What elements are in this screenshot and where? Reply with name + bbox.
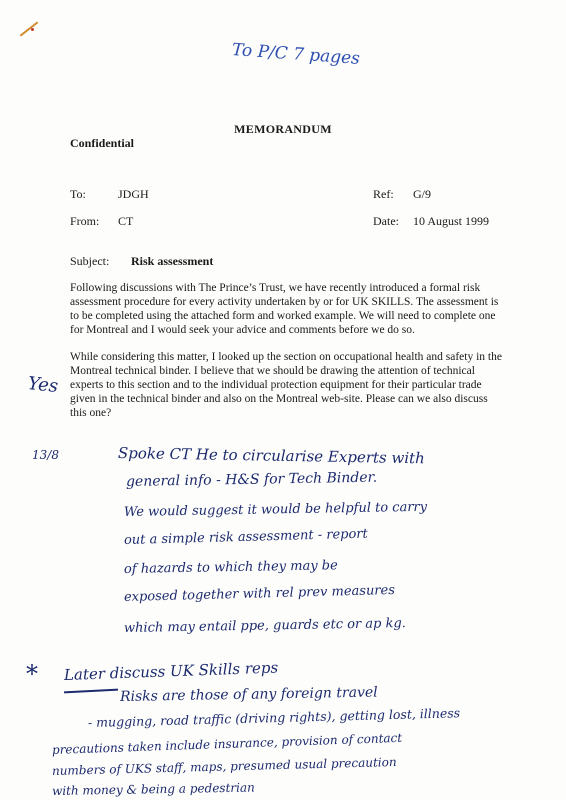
ref-value: G/9	[413, 187, 431, 201]
paragraph-line: Following discussions with The Prince’s Trust, we have recently introduced a formal risk	[70, 282, 481, 294]
subject-value: Risk assessment	[131, 254, 214, 268]
paragraph-line: assessment procedure for every activity undertaken by or for UK SKILLS. The assessment is	[70, 296, 499, 308]
handwritten-line: which may entail ppe, guards etc or ap kg.	[123, 616, 407, 636]
margin-mark-stroke	[20, 21, 39, 36]
margin-mark-dot	[31, 28, 34, 31]
handwritten-line: exposed together with rel prev measures	[123, 582, 396, 605]
paragraph-line: experts to this section and to the individual protection equipment for their particular trade	[70, 379, 482, 391]
date-value: 10 August 1999	[413, 214, 490, 228]
handwritten-line: Spoke CT He to circularise Experts with	[117, 444, 425, 468]
handwritten-line: general info - H&S for Tech Binder.	[125, 469, 378, 490]
from-value: CT	[118, 214, 134, 228]
paragraph-line: Montreal technical binder. I believe that we should be drawing the attention of technical	[70, 365, 475, 377]
paragraph-line: for Montreal and I would seek your advice and comments before we do so.	[70, 324, 415, 336]
handwritten-top-note: To P/C 7 pages	[231, 40, 361, 69]
to-value: JDGH	[118, 187, 149, 201]
later-line: precautions taken include insurance, provision of contact	[51, 730, 403, 757]
later-line: - mugging, road traffic (driving rights), getting lost, illness	[87, 705, 461, 730]
paragraph-line: While considering this matter, I looked up the section on occupational health and safety in the	[70, 351, 502, 363]
to-label: To:	[70, 187, 86, 201]
paragraph-line: given in the technical binder and also on the Montreal web-site. Please can we also discuss	[70, 393, 488, 405]
memo-title: MEMORANDUM	[234, 122, 332, 136]
paragraph-2	[70, 350, 518, 420]
handwritten-line: We would suggest it would be helpful to carry	[123, 499, 428, 520]
later-heading-underline	[64, 689, 118, 693]
later-heading: Later discuss UK Skills reps	[63, 658, 279, 684]
confidential-label: Confidential	[70, 136, 135, 150]
subject-label: Subject:	[70, 254, 110, 268]
date-label: Date:	[373, 214, 399, 228]
from-label: From:	[70, 214, 100, 228]
handwritten-line: out a simple risk assessment - report	[123, 526, 368, 548]
later-line: Risks are those of any foreign travel	[119, 684, 378, 705]
later-line: numbers of UKS staff, maps, presumed usual precaution	[51, 754, 397, 778]
paragraph-1	[70, 281, 518, 337]
handwritten-date: 13/8	[32, 448, 59, 462]
handwritten-line: of hazards to which they may be	[123, 558, 338, 577]
margin-note-yes: Yes	[26, 373, 60, 398]
later-line: with money & being a pedestrian	[51, 780, 255, 798]
paragraph-line: this one?	[70, 407, 112, 419]
star-mark: *	[26, 660, 38, 688]
paragraph-line: to be completed using the attached form and worked example. We will need to complete one	[70, 310, 496, 322]
ref-label: Ref:	[373, 187, 394, 201]
